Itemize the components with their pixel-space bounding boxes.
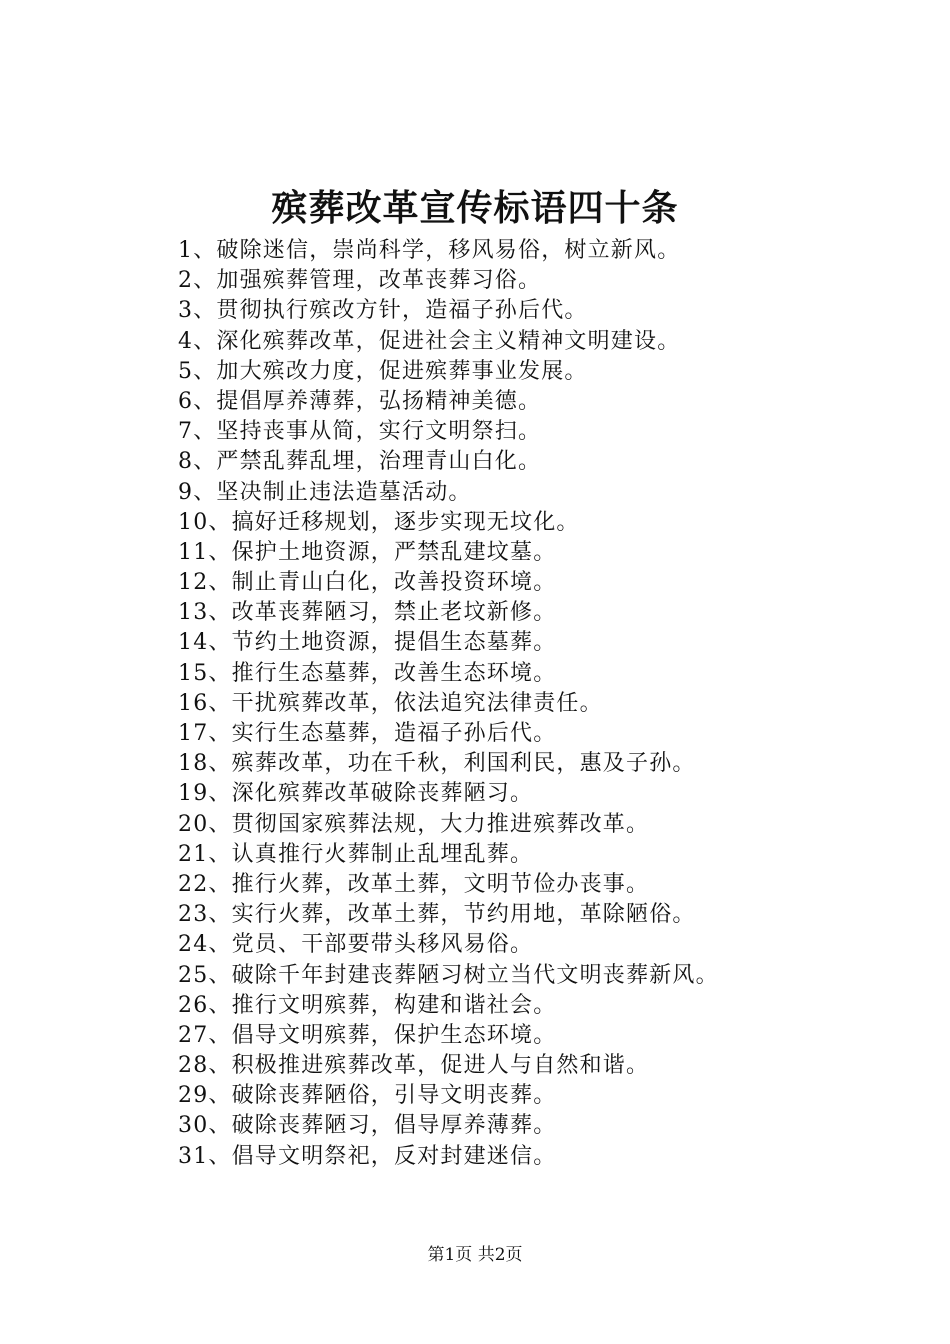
list-item: 13、改革丧葬陋习，禁止老坟新修。 xyxy=(178,600,557,626)
list-item: 30、破除丧葬陋习，倡导厚养薄葬。 xyxy=(178,1113,557,1139)
list-item: 22、推行火葬，改革土葬，文明节俭办丧事。 xyxy=(178,871,650,897)
list-item: 5、加大殡改力度，促进殡葬事业发展。 xyxy=(178,358,588,384)
list-item: 11、保护土地资源，严禁乱建坟墓。 xyxy=(178,539,557,565)
list-item: 8、严禁乱葬乱埋，治理青山白化。 xyxy=(178,449,542,475)
list-item: 10、搞好迁移规划，逐步实现无坟化。 xyxy=(178,509,580,535)
page-footer: 第1页 共2页 xyxy=(427,1245,523,1265)
list-item: 31、倡导文明祭祀，反对封建迷信。 xyxy=(178,1143,557,1169)
list-item: 23、实行火葬，改革土葬，节约用地，革除陋俗。 xyxy=(178,902,696,928)
list-item: 26、推行文明殡葬，构建和谐社会。 xyxy=(178,992,557,1018)
slogan-list xyxy=(178,236,918,1172)
list-item: 14、节约土地资源，提倡生态墓葬。 xyxy=(178,630,557,656)
list-item: 6、提倡厚养薄葬，弘扬精神美德。 xyxy=(178,388,542,414)
list-item: 1、破除迷信，崇尚科学，移风易俗，树立新风。 xyxy=(178,238,681,263)
list-item: 21、认真推行火葬制止乱埋乱葬。 xyxy=(178,841,534,867)
list-item: 7、坚持丧事从简，实行文明祭扫。 xyxy=(178,419,542,445)
page-title: 殡葬改革宣传标语四十条 xyxy=(271,187,679,229)
list-item: 29、破除丧葬陋俗，引导文明丧葬。 xyxy=(178,1083,557,1109)
list-item: 24、党员、干部要带头移风易俗。 xyxy=(178,932,534,958)
list-item: 15、推行生态墓葬，改善生态环境。 xyxy=(178,660,557,686)
list-item: 12、制止青山白化，改善投资环境。 xyxy=(178,570,557,596)
list-item: 3、贯彻执行殡改方针，造福子孙后代。 xyxy=(178,298,588,324)
list-item: 20、贯彻国家殡葬法规，大力推进殡葬改革。 xyxy=(178,811,650,837)
list-item: 2、加强殡葬管理，改革丧葬习俗。 xyxy=(178,268,542,294)
list-item: 4、深化殡葬改革，促进社会主义精神文明建设。 xyxy=(178,328,681,354)
list-item: 18、殡葬改革，功在千秋，利国利民，惠及子孙。 xyxy=(178,751,696,777)
list-item: 17、实行生态墓葬，造福子孙后代。 xyxy=(178,721,557,746)
list-item: 27、倡导文明殡葬，保护生态环境。 xyxy=(178,1022,557,1048)
list-item: 25、破除千年封建丧葬陋习树立当代文明丧葬新风。 xyxy=(178,962,719,988)
list-item: 16、干扰殡葬改革，依法追究法律责任。 xyxy=(178,690,603,716)
list-item: 28、积极推进殡葬改革，促进人与自然和谐。 xyxy=(178,1053,650,1079)
list-item: 19、深化殡葬改革破除丧葬陋习。 xyxy=(178,781,534,807)
list-item: 9、坚决制止违法造墓活动。 xyxy=(178,479,472,505)
